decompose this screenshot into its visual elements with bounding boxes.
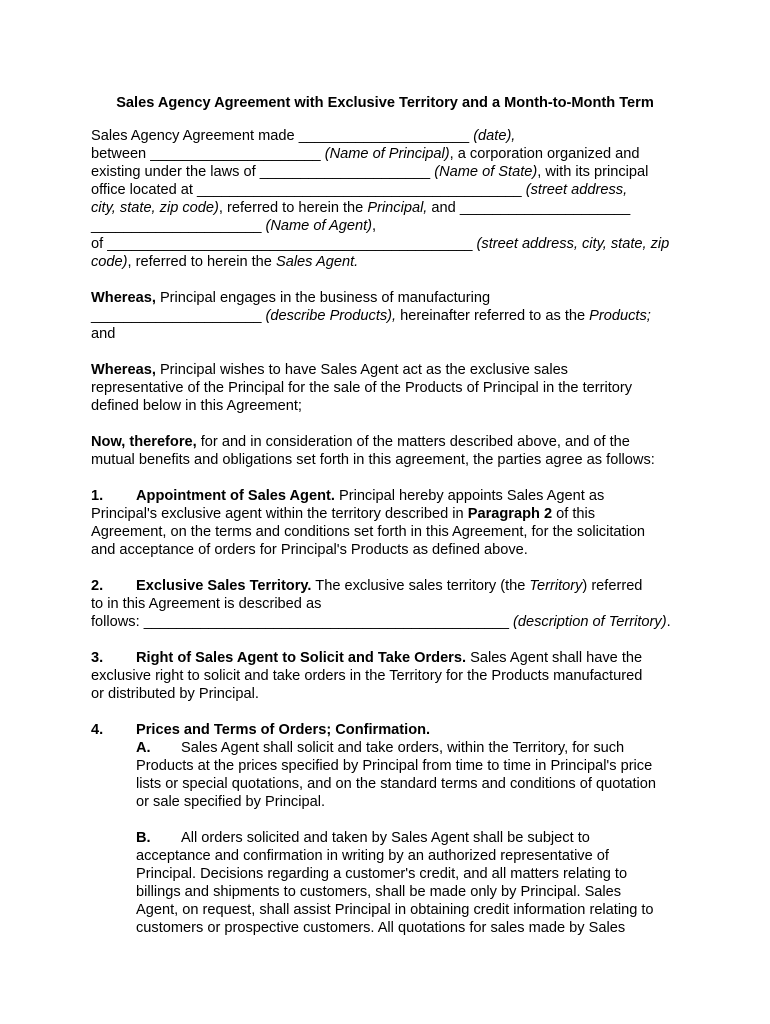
intro-text: Sales Agency Agreement made	[91, 128, 299, 144]
paragraph-text: and	[91, 326, 116, 342]
section-3	[91, 649, 691, 703]
date-blank: _____________________	[298, 128, 474, 144]
principal-name-hint: (Name of Principal)	[324, 146, 450, 162]
document-title: Sales Agency Agreement with Exclusive Territory and a Month-to-Month Term	[116, 95, 654, 111]
paragraph-text: Agent, on request, shall assist Principal in obtaining credit information relating to	[136, 902, 654, 918]
products-blank: _____________________	[91, 308, 266, 324]
agent-name-hint: (Name of Agent)	[265, 218, 373, 234]
section-number: 4.	[91, 722, 104, 738]
principal-address-blank: ________________________________________	[197, 182, 526, 198]
paragraph-text: Sales Agent shall have the	[466, 650, 643, 666]
paragraph-text: or distributed by Principal.	[91, 686, 259, 702]
paragraph-text: Products at the prices specified by Principal from time to time in Principal's price	[136, 758, 653, 774]
document-body	[91, 127, 691, 937]
territory-hint: (description of Territory)	[513, 614, 667, 630]
section-number: 1.	[91, 488, 104, 504]
whereas-lead: Whereas,	[91, 290, 156, 306]
intro-text: and	[427, 200, 460, 216]
agent-address-hint: code)	[91, 254, 128, 270]
section-1	[91, 487, 691, 559]
section-heading: Prices and Terms of Orders; Confirmation.	[136, 722, 431, 738]
paragraph-text: Agreement, on the terms and conditions set forth in this Agreement, for the solicitation	[91, 524, 646, 540]
intro-text: existing under the laws of	[91, 164, 260, 180]
section-4	[91, 721, 691, 937]
paragraph-text: defined below in this Agreement;	[91, 398, 302, 414]
paragraph-text: acceptance and confirmation in writing by an authorized representative of	[136, 848, 609, 864]
paragraph-text: Sales Agent shall solicit and take orders, within the Territory, for such	[181, 740, 625, 756]
paragraph-text: and acceptance of orders for Principal's Products as defined above.	[91, 542, 528, 558]
paragraph-reference: Paragraph 2	[467, 506, 553, 522]
paragraph-text: representative of the Principal for the sale of the Products of Principal in the territory	[91, 380, 633, 396]
subsection-b	[91, 829, 691, 937]
principal-name-blank: _____________________	[150, 146, 325, 162]
section-2	[91, 577, 691, 631]
intro-text: office located at	[91, 182, 198, 198]
subsection-label: B.	[136, 830, 151, 846]
principal-term: Principal,	[367, 200, 428, 216]
section-number: 3.	[91, 650, 104, 666]
paragraph-text: mutual benefits and obligations set forth in this agreement, the parties agree as follows:	[91, 452, 655, 468]
paragraph-text: .	[666, 614, 671, 630]
section-heading: Appointment of Sales Agent.	[136, 488, 335, 504]
sales-agent-term: Sales Agent.	[275, 254, 359, 270]
intro-text: , a corporation organized and	[449, 146, 640, 162]
agent-name-blank: _____________________	[91, 218, 266, 234]
paragraph-text: Principal. Decisions regarding a customer's credit, and all matters relating to	[136, 866, 628, 882]
section-number: 2.	[91, 578, 104, 594]
section-heading: Right of Sales Agent to Solicit and Take Orders.	[136, 650, 467, 666]
intro-text: , referred to herein the	[127, 254, 276, 270]
agent-address-blank: _____________________________________________	[107, 236, 477, 252]
paragraph-text: or sale specified by Principal.	[136, 794, 325, 810]
paragraph-text: follows:	[91, 614, 144, 630]
principal-address-hint: city, state, zip code)	[91, 200, 219, 216]
state-hint: (Name of State)	[434, 164, 538, 180]
subsection-a	[91, 739, 691, 811]
territory-term: Territory	[529, 578, 583, 594]
paragraph-text: customers or prospective customers. All quotations for sales made by Sales	[136, 920, 626, 936]
paragraph-text: for and in consideration of the matters described above, and of the	[196, 434, 630, 450]
paragraph-text: All orders solicited and taken by Sales Agent shall be subject to	[181, 830, 590, 846]
paragraph-text: Principal hereby appoints Sales Agent as	[334, 488, 605, 504]
agent-name-blank: _____________________	[459, 200, 631, 216]
products-hint: (describe Products),	[265, 308, 397, 324]
paragraph-text: lists or special quotations, and on the standard terms and conditions of quotation	[136, 776, 657, 792]
state-blank: _____________________	[259, 164, 435, 180]
whereas-lead: Whereas,	[91, 362, 156, 378]
now-therefore-paragraph	[91, 433, 691, 469]
subsection-label: A.	[136, 740, 151, 756]
agent-address-hint: (street address, city, state, zip	[476, 236, 670, 252]
paragraph-text: Principal engages in the business of manufacturing	[155, 290, 491, 306]
intro-text: , with its principal	[537, 164, 649, 180]
intro-text: between	[91, 146, 151, 162]
intro-paragraph	[91, 127, 691, 271]
paragraph-text: ) referred	[582, 578, 643, 594]
whereas-paragraph-2	[91, 361, 691, 415]
principal-address-hint: (street address,	[525, 182, 628, 198]
whereas-paragraph-1	[91, 289, 691, 343]
territory-blank: _____________________________________________	[143, 614, 514, 630]
paragraph-text: exclusive right to solicit and take orders in the Territory for the Products manufactured	[91, 668, 643, 684]
now-therefore-lead: Now, therefore,	[91, 434, 197, 450]
paragraph-text: to in this Agreement is described as	[91, 596, 322, 612]
paragraph-text: The exclusive sales territory (the	[311, 578, 530, 594]
date-hint: (date),	[473, 128, 516, 144]
products-term: Products;	[589, 308, 651, 324]
paragraph-text: hereinafter referred to as the	[396, 308, 590, 324]
section-heading: Exclusive Sales Territory.	[136, 578, 312, 594]
intro-text: , referred to herein the	[218, 200, 368, 216]
intro-text: ,	[372, 218, 377, 234]
intro-text: of	[91, 236, 108, 252]
paragraph-text: Principal's exclusive agent within the territory described in	[91, 506, 468, 522]
paragraph-text: of this	[552, 506, 596, 522]
paragraph-text: billings and shipments to customers, shall be made only by Principal. Sales	[136, 884, 622, 900]
paragraph-text: Principal wishes to have Sales Agent act as the exclusive sales	[155, 362, 568, 378]
